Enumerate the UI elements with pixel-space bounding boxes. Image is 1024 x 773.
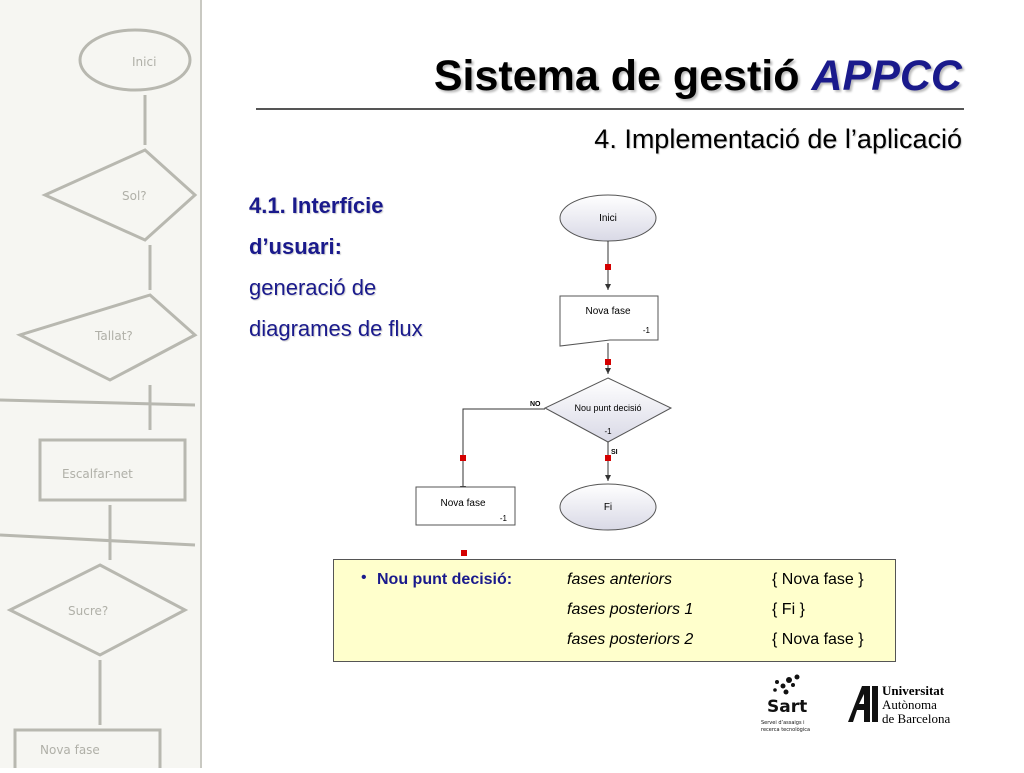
note-row-phase: fases posteriors 1 [567,601,694,618]
decision-note-box [333,559,896,662]
sketch-flowchart-image [0,0,200,768]
svg-text:Sucre?: Sucre? [68,604,109,618]
title-accent: APPCC [811,52,962,100]
note-row-target: { Nova fase } [772,631,864,648]
flowchart-diagram [400,180,690,560]
note-row-phase: fases anteriors [567,571,672,588]
connector-decision-no [463,409,545,492]
section-heading-line1: 4.1. Interfície [249,193,384,218]
section-description-line1: generació de [249,275,377,300]
title-main: Sistema de gestió [433,52,800,100]
uab-logo-line2: Autònoma [882,697,937,712]
process-node-nova-fase[interactable] [560,296,658,346]
connector-handle[interactable] [605,264,611,270]
branch-label-no: NO [530,401,541,408]
svg-text:Sart: Sart [767,697,808,717]
process-node-label: Nova fase [585,306,631,317]
note-row-phase: fases posteriors 2 [567,631,694,648]
process-node-2-index: -1 [499,514,507,523]
sart-logo [757,672,827,736]
svg-text:Servei d’assaigs i: Servei d’assaigs i [761,720,805,726]
svg-text:Inici: Inici [132,55,157,69]
process-node-2-label: Nova fase [440,498,486,509]
uab-mark-icon [846,684,880,724]
connector-handle[interactable] [460,455,466,461]
note-row-target: { Fi } [772,601,805,618]
process-node-index: -1 [642,326,650,335]
decision-node-label: Nou punt decisió [574,403,642,413]
slide-title [434,52,962,101]
connector-handle[interactable] [605,359,611,365]
section-description-line2: diagrames de flux [249,316,423,341]
note-label: Nou punt decisió: [377,571,513,588]
connector-handle[interactable] [461,550,467,556]
uab-logo-line3: de Barcelona [882,711,951,726]
svg-text:Tallat?: Tallat? [95,329,133,343]
title-divider [256,108,964,110]
end-node-label: Fi [603,502,613,513]
svg-text:recerca tecnològica: recerca tecnològica [761,727,811,733]
uab-logo-line1: Universitat [882,683,945,698]
svg-text:Sol?: Sol? [122,189,147,203]
connector-handle[interactable] [605,455,611,461]
note-row-target: { Nova fase } [772,571,864,588]
start-node-label: Inici [599,213,617,224]
svg-text:Nova fase: Nova fase [40,743,100,757]
uab-logo [846,684,962,728]
bullet-icon: • [361,569,367,586]
section-heading-line2: d’usuari: [249,234,342,259]
svg-text:Escalfar-net: Escalfar-net [62,467,133,481]
decision-node-index: -1 [604,427,612,436]
branch-label-yes: SI [611,449,618,456]
decorative-sketch-strip [0,0,202,768]
slide-subtitle: 4. Implementació de l’aplicació [594,124,962,154]
